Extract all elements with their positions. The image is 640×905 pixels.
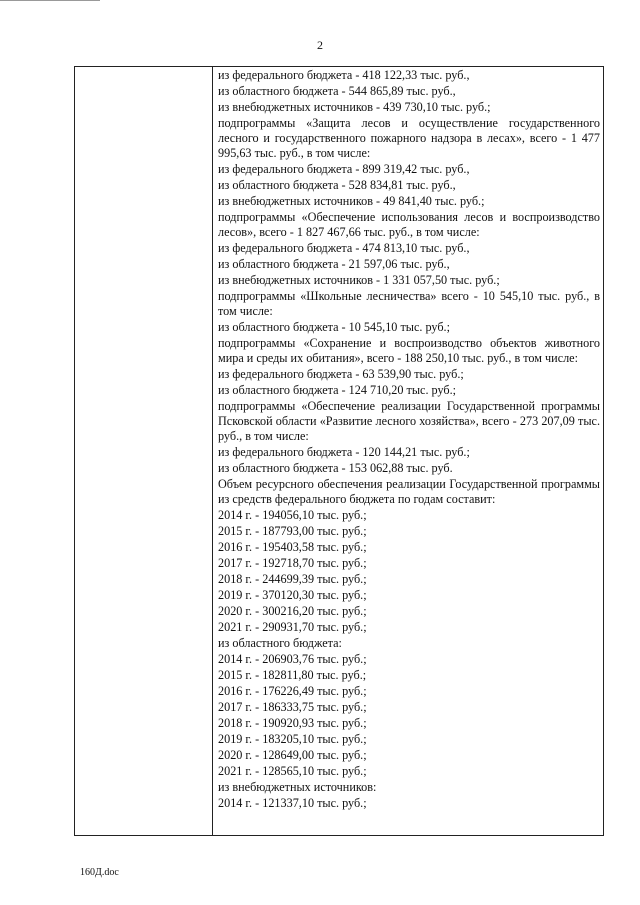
paragraph: из внебюджетных источников - 49 841,40 тыс. руб.;	[218, 194, 485, 208]
paragraph: из внебюджетных источников:	[218, 780, 377, 794]
table-cell-content	[218, 68, 600, 812]
paragraph: из областного бюджета - 153 062,88 тыс. руб.	[218, 461, 453, 475]
paragraph: из федерального бюджета - 474 813,10 тыс. руб.,	[218, 241, 470, 255]
paragraph: из областного бюджета - 10 545,10 тыс. руб.;	[218, 320, 450, 334]
paragraph: из федерального бюджета - 120 144,21 тыс. руб.;	[218, 445, 470, 459]
paragraph: из областного бюджета - 21 597,06 тыс. руб.,	[218, 257, 450, 271]
paragraph: 2016 г. - 176226,49 тыс. руб.;	[218, 684, 367, 698]
paragraph: из внебюджетных источников - 1 331 057,50 тыс. руб.;	[218, 273, 500, 287]
paragraph: 2018 г. - 244699,39 тыс. руб.;	[218, 572, 367, 586]
paragraph: из областного бюджета - 528 834,81 тыс. руб.,	[218, 178, 456, 192]
paragraph: 2018 г. - 190920,93 тыс. руб.;	[218, 716, 367, 730]
paragraph: 2015 г. - 182811,80 тыс. руб.;	[218, 668, 367, 682]
paragraph: 2021 г. - 290931,70 тыс. руб.;	[218, 620, 367, 634]
paragraph: подпрограммы «Сохранение и воспроизводство объектов животного мира и среды их обитания», всего - 188 250,10 тыс. руб., в том числе:	[218, 336, 600, 365]
paragraph: из внебюджетных источников - 439 730,10 тыс. руб.;	[218, 100, 491, 114]
paragraph: 2021 г. - 128565,10 тыс. руб.;	[218, 764, 367, 778]
paragraph: подпрограммы «Обеспечение использования лесов и воспроизводство лесов», всего - 1 827 467,66 тыс. руб., в том числе:	[218, 210, 600, 239]
paragraph: подпрограммы «Защита лесов и осуществление государственного лесного и государственного пожарного надзора в лесах», всего - 1 477 995,63 тыс. руб., в том числе:	[218, 116, 600, 160]
paragraph: из областного бюджета:	[218, 636, 342, 650]
paragraph: 2019 г. - 370120,30 тыс. руб.;	[218, 588, 367, 602]
paragraph: из областного бюджета - 544 865,89 тыс. руб.,	[218, 84, 456, 98]
paragraph: из федерального бюджета - 63 539,90 тыс. руб.;	[218, 367, 464, 381]
paragraph: 2020 г. - 300216,20 тыс. руб.;	[218, 604, 367, 618]
paragraph: 2017 г. - 192718,70 тыс. руб.;	[218, 556, 367, 570]
table-column-divider	[212, 67, 213, 835]
paragraph: 2016 г. - 195403,58 тыс. руб.;	[218, 540, 367, 554]
paragraph: подпрограммы «Обеспечение реализации Государственной программы Псковской области «Развитие лесного хозяйства», всего - 273 207,09 тыс. руб., в том числе:	[218, 399, 600, 443]
paragraph: подпрограммы «Школьные лесничества» всего - 10 545,10 тыс. руб., в том числе:	[218, 289, 600, 318]
paragraph: из областного бюджета - 124 710,20 тыс. руб.;	[218, 383, 457, 397]
paragraph: 2014 г. - 121337,10 тыс. руб.;	[218, 796, 367, 810]
paragraph: Объем ресурсного обеспечения реализации Государственной программы из средств федерального бюджета по годам составит:	[218, 477, 600, 506]
paragraph: 2017 г. - 186333,75 тыс. руб.;	[218, 700, 367, 714]
footer-filename: 160Д.doc	[80, 867, 119, 878]
paragraph: из федерального бюджета - 899 319,42 тыс. руб.,	[218, 162, 470, 176]
paragraph: 2014 г. - 206903,76 тыс. руб.;	[218, 652, 367, 666]
paragraph: 2019 г. - 183205,10 тыс. руб.;	[218, 732, 367, 746]
paragraph: 2020 г. - 128649,00 тыс. руб.;	[218, 748, 367, 762]
paragraph: 2014 г. - 194056,10 тыс. руб.;	[218, 508, 367, 522]
document-table	[74, 66, 604, 836]
page-number: 2	[317, 38, 323, 52]
paragraph: из федерального бюджета - 418 122,33 тыс. руб.,	[218, 68, 470, 82]
paragraph: 2015 г. - 187793,00 тыс. руб.;	[218, 524, 367, 538]
scan-edge-mark	[0, 0, 100, 1]
